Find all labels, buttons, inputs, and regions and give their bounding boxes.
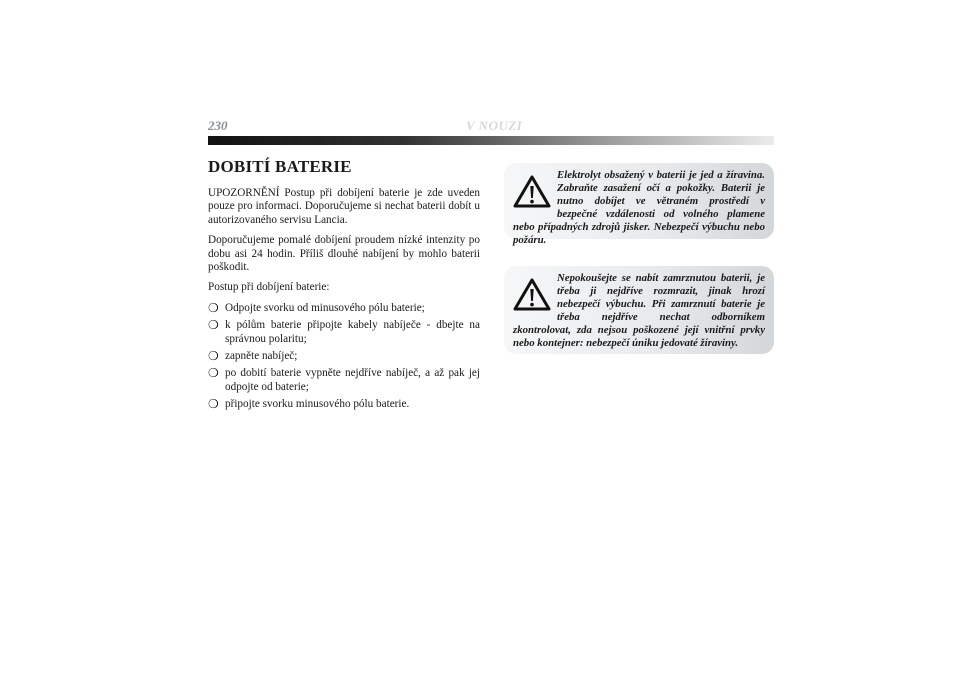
- bullet-icon: ❍: [208, 366, 219, 381]
- page-number: 230: [208, 118, 228, 133]
- paragraph-procedure-intro: Postup při dobíjení baterie:: [208, 281, 330, 294]
- step-text: připojte svorku minusového pólu baterie.: [225, 398, 410, 411]
- bullet-icon: ❍: [208, 349, 219, 364]
- list-item: [208, 367, 480, 394]
- list-item: [208, 319, 480, 346]
- step-text: zapněte nabíječ;: [225, 350, 298, 363]
- main-column: [208, 157, 480, 416]
- paragraph-recommendation: Doporučujeme pomalé dobíjení proudem nízké intenzity po dobu asi 24 hodin. Příliš dlouhé nabíjení by mohlo baterii poškodit.: [208, 234, 480, 274]
- step-text: po dobití baterie vypněte nejdříve nabíječ, a až pak jej odpojte od baterie;: [225, 367, 480, 393]
- warning-text: Nepokoušejte se nabít zamrznutou baterii, je třeba ji nejdříve rozmrazit, jinak hrozí nebezpečí výbuchu. Při zamrznutí baterie je třeba nejdříve nechat odborníkem zkontrolovat, zda nejsou poškozené její vnitřní prvky nebo kontejner: nebezpečí úniku jedovaté žíraviny.: [513, 272, 765, 349]
- bullet-icon: ❍: [208, 397, 219, 412]
- list-item: [208, 398, 480, 411]
- page-heading: DOBITÍ BATERIE: [208, 157, 352, 176]
- section-title: V NOUZI: [466, 118, 523, 133]
- header-rule: [208, 136, 774, 145]
- step-text: Odpojte svorku od minusového pólu baterie;: [225, 301, 425, 314]
- procedure-steps: [208, 302, 480, 412]
- warning-text: Elektrolyt obsažený v baterii je jed a žíravina. Zabraňte zasažení očí a pokožky. Baterii je nutno dobíjet ve větraném prostředí v bezpečné vzdálenosti od volného plamene nebo případných zdrojů jisker. Nebezpečí výbuchu nebo požáru.: [513, 169, 765, 246]
- warning-box-electrolyte: [504, 163, 774, 246]
- paragraph-notice: UPOZORNĚNÍ Postup při dobíjení baterie je zde uveden pouze pro informaci. Doporučujeme si nechat baterii dobít u autorizovaného servisu Lancia.: [208, 187, 480, 226]
- bullet-icon: ❍: [208, 300, 219, 315]
- warning-box-frozen-battery: [504, 266, 774, 354]
- bullet-icon: ❍: [208, 318, 219, 333]
- step-text: k pólům baterie připojte kabely nabíječe - dbejte na správnou polaritu;: [225, 319, 480, 345]
- warning-triangle-icon: [513, 175, 551, 209]
- list-item: [208, 302, 480, 315]
- warning-triangle-icon: [513, 278, 551, 312]
- list-item: [208, 350, 480, 363]
